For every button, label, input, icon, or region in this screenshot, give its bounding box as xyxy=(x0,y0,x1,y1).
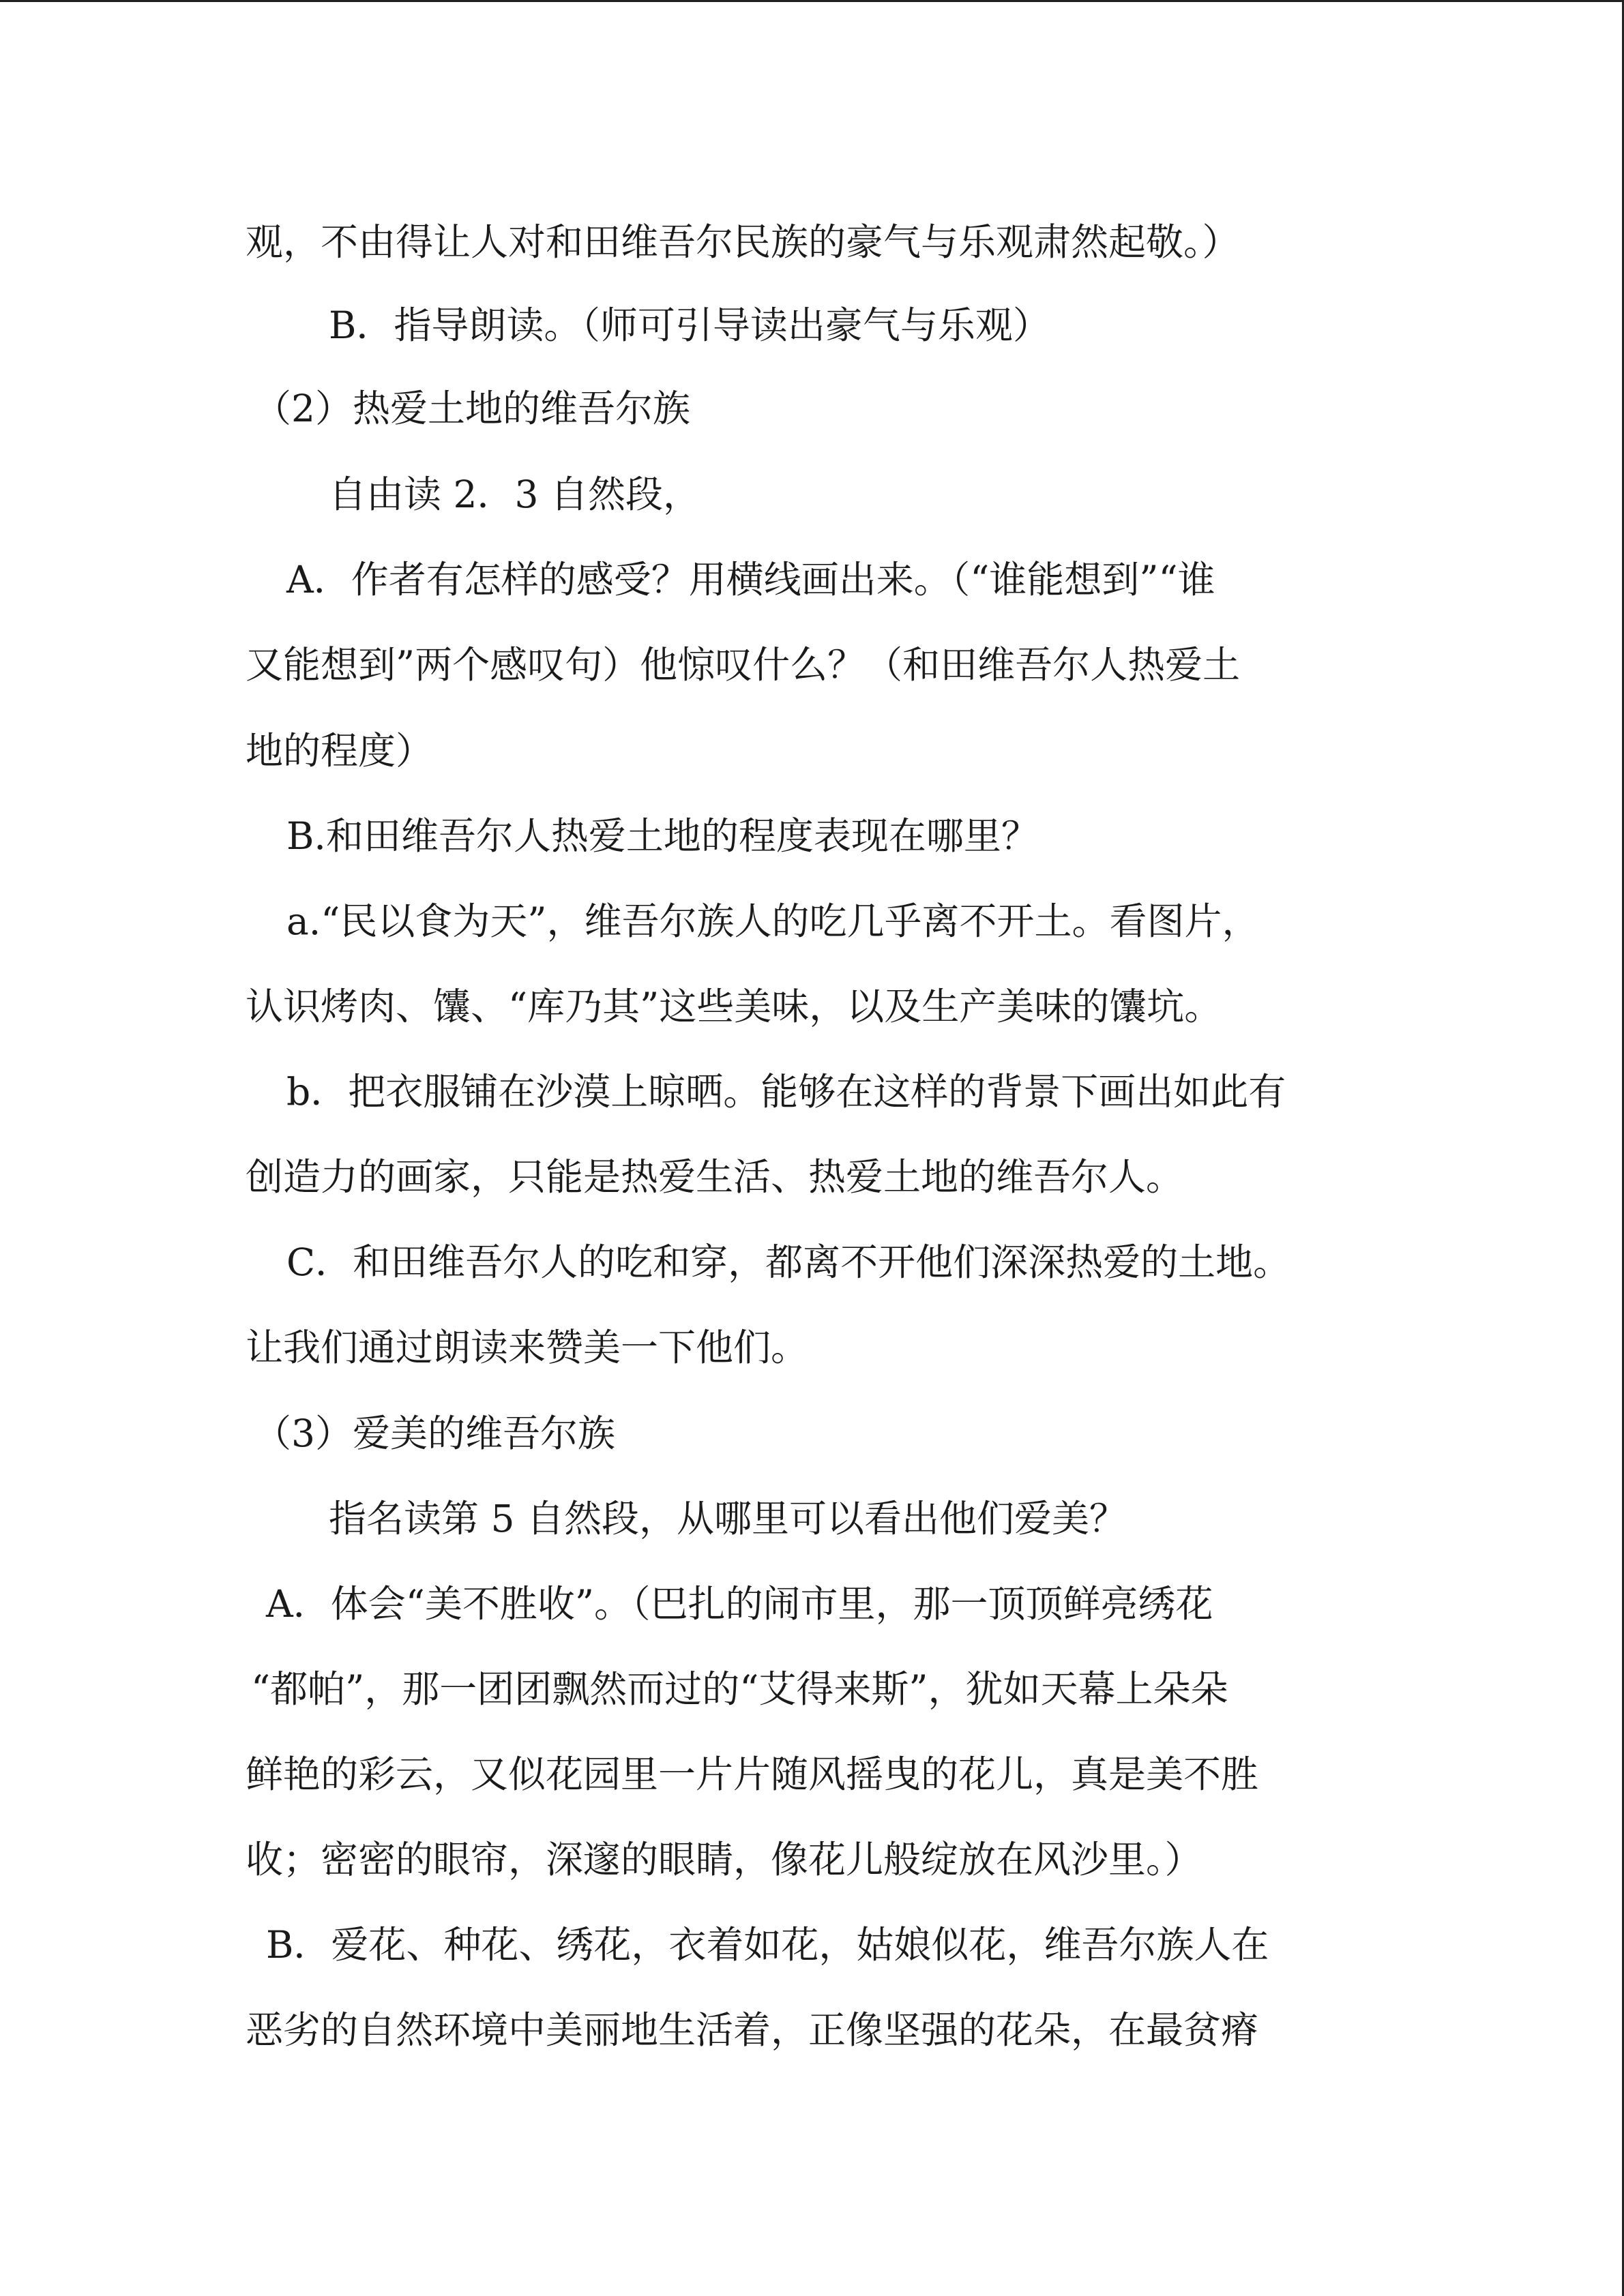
section-heading: （3）爱美的维吾尔族 xyxy=(254,1412,615,1455)
paragraph-line: B．爱花、种花、绣花，衣着如花，姑娘似花，维吾尔族人在 xyxy=(266,1923,1269,1967)
page-border-top xyxy=(0,0,1624,2)
paragraph-line: A．作者有怎样的感受？用横线画出来。（“谁能想到”“谁 xyxy=(286,558,1215,601)
paragraph-line: 让我们通过朗读来赞美一下他们。 xyxy=(246,1326,809,1369)
paragraph-line: C．和田维吾尔人的吃和穿，都离不开他们深深热爱的土地。 xyxy=(286,1240,1291,1284)
paragraph-line: 观，不由得让人对和田维吾尔民族的豪气与乐观肃然起敬。） xyxy=(246,220,1240,264)
paragraph-line: 收；密密的眼帘，深邃的眼睛，像花儿般绽放在风沙里。） xyxy=(246,1838,1202,1881)
paragraph-line: 又能想到”两个感叹句）他惊叹什么？（和田维吾尔人热爱土 xyxy=(246,643,1241,687)
paragraph-line: 鲜艳的彩云，又似花园里一片片随风摇曳的花儿，真是美不胜 xyxy=(246,1753,1259,1796)
paragraph-line: 地的程度） xyxy=(246,729,434,773)
paragraph-line: “都帕”，那一团团飘然而过的“艾得来斯”，犹如天幕上朵朵 xyxy=(251,1667,1228,1711)
section-heading: （2）热爱土地的维吾尔族 xyxy=(254,387,690,430)
paragraph-line: 认识烤肉、馕、“库乃其”这些美味，以及生产美味的馕坑。 xyxy=(246,985,1222,1028)
paragraph-line: 自由读 2．3 自然段， xyxy=(329,473,700,516)
paragraph-line: 恶劣的自然环境中美丽地生活着，正像坚强的花朵，在最贫瘠 xyxy=(246,2008,1259,2052)
paragraph-line: 创造力的画家，只能是热爱生活、热爱土地的维吾尔人。 xyxy=(246,1155,1184,1199)
paragraph-line: a.“民以食为天”，维吾尔族人的吃几乎离不开土。看图片， xyxy=(286,899,1260,943)
paragraph-line: B.和田维吾尔人热爱土地的程度表现在哪里？ xyxy=(286,814,1039,858)
paragraph-line: b．把衣服铺在沙漠上晾晒。能够在这样的背景下画出如此有 xyxy=(286,1070,1286,1114)
paragraph-line: 指名读第 5 自然段，从哪里可以看出他们爱美？ xyxy=(329,1497,1127,1540)
paragraph-line: B．指导朗读。（师可引导读出豪气与乐观） xyxy=(329,303,1050,347)
paragraph-line: A．体会“美不胜收”。（巴扎的闹市里，那一顶顶鲜亮绣花 xyxy=(266,1582,1213,1626)
